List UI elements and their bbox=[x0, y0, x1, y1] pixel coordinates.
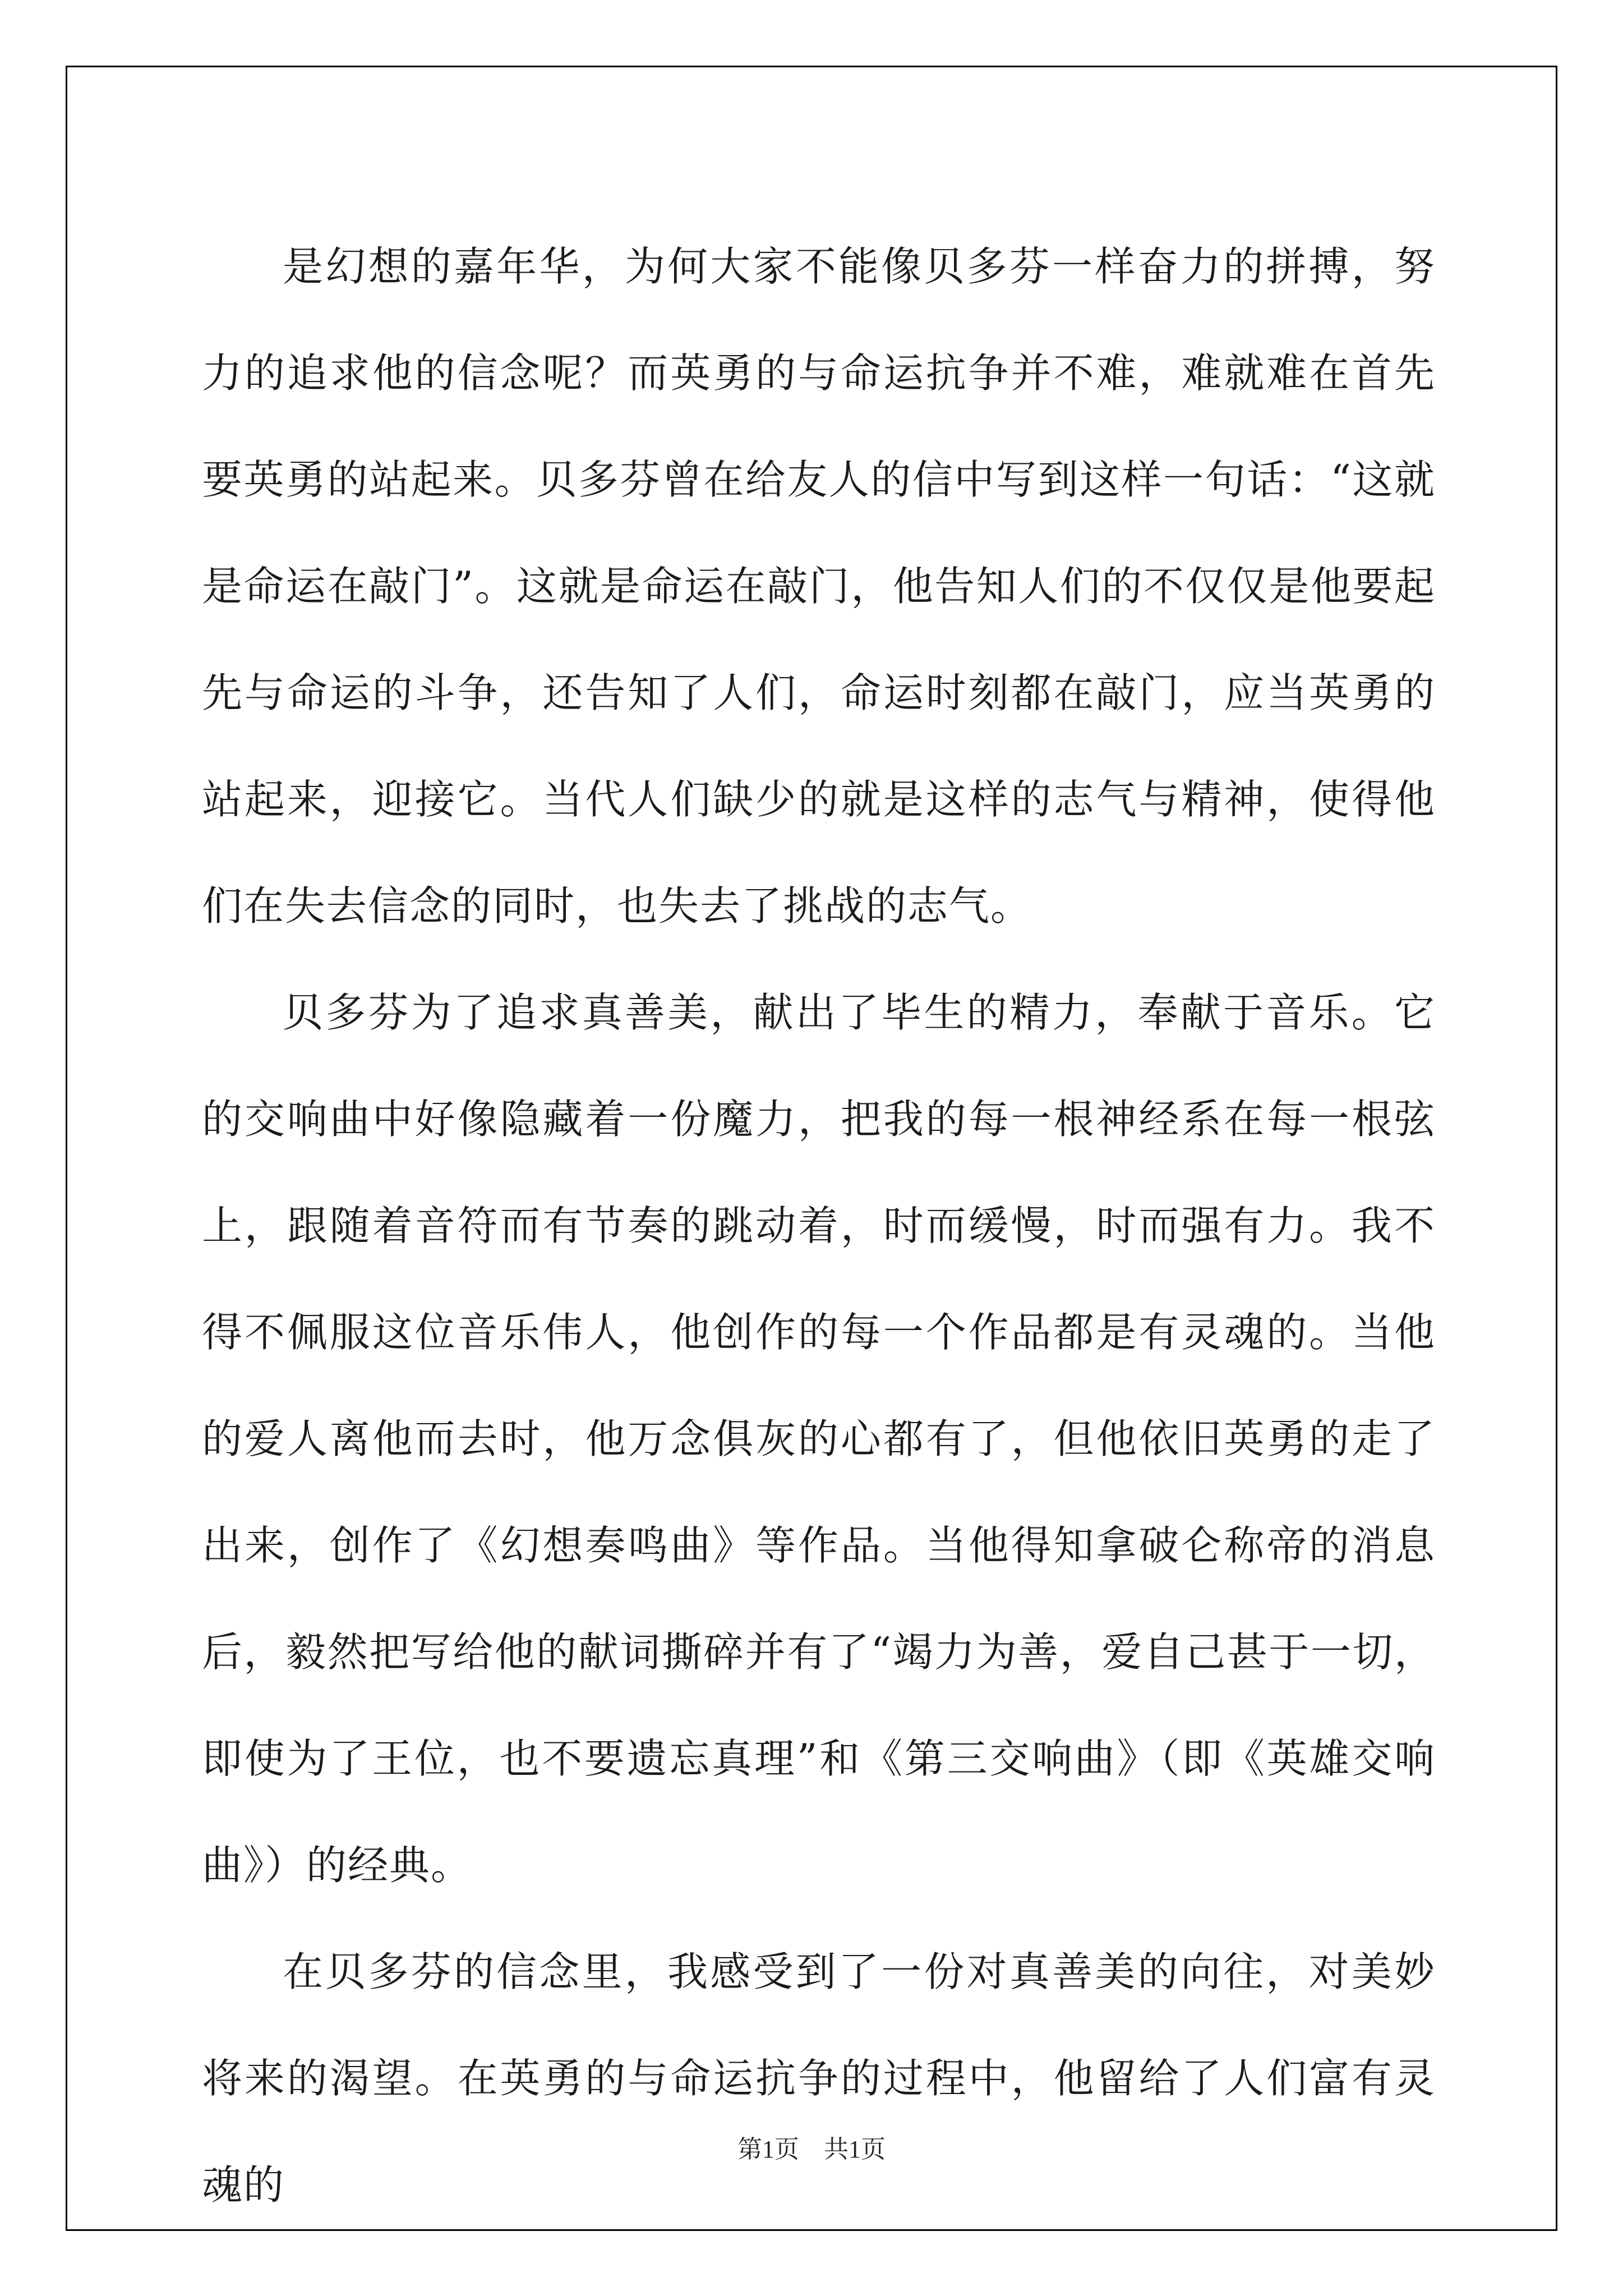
page-footer bbox=[0, 2129, 1623, 2165]
page-number: 第1页 bbox=[737, 2136, 799, 2163]
paragraph-3: 在贝多芬的信念里，我感受到了一份对真善美的向往，对美妙将来的渴望。在英勇的与命运抗争的过程中，他留给了人们富有灵魂的 bbox=[202, 1948, 1436, 2208]
paragraph-2: 贝多芬为了追求真善美，献出了毕生的精力，奉献于音乐。它的交响曲中好像隐藏着一份魔力，把我的每一根神经系在每一根弦上，跟随着音符而有节奏的跳动着，时而缓慢，时而强有力。我不得不佩服这位音乐伟人，他创作的每一个作品都是有灵魂的。当他的爱人离他而去时，他万念俱灰的心都有了，但他依旧英勇的走了出来，创作了《幻想奏鸣曲》等作品。当他得知拿破仑称帝的消息后，毅然把写给他的献词撕碎并有了“竭力为善，爱自己甚于一切，即使为了王位，也不要遗忘真理”和《第三交响曲》（即《英雄交响曲》）的经典。 bbox=[202, 989, 1436, 1889]
document-body bbox=[202, 213, 1436, 2238]
page-total: 共1页 bbox=[824, 2136, 886, 2163]
paragraph-1: 是幻想的嘉年华，为何大家不能像贝多芬一样奋力的拼搏，努力的追求他的信念呢？而英勇的与命运抗争并不难，难就难在首先要英勇的站起来。贝多芬曾在给友人的信中写到这样一句话：“这就是命运在敲门”。这就是命运在敲门，他告知人们的不仅仅是他要起先与命运的斗争，还告知了人们，命运时刻都在敲门，应当英勇的站起来，迎接它。当代人们缺少的就是这样的志气与精神，使得他们在失去信念的同时，也失去了挑战的志气。 bbox=[202, 243, 1436, 930]
